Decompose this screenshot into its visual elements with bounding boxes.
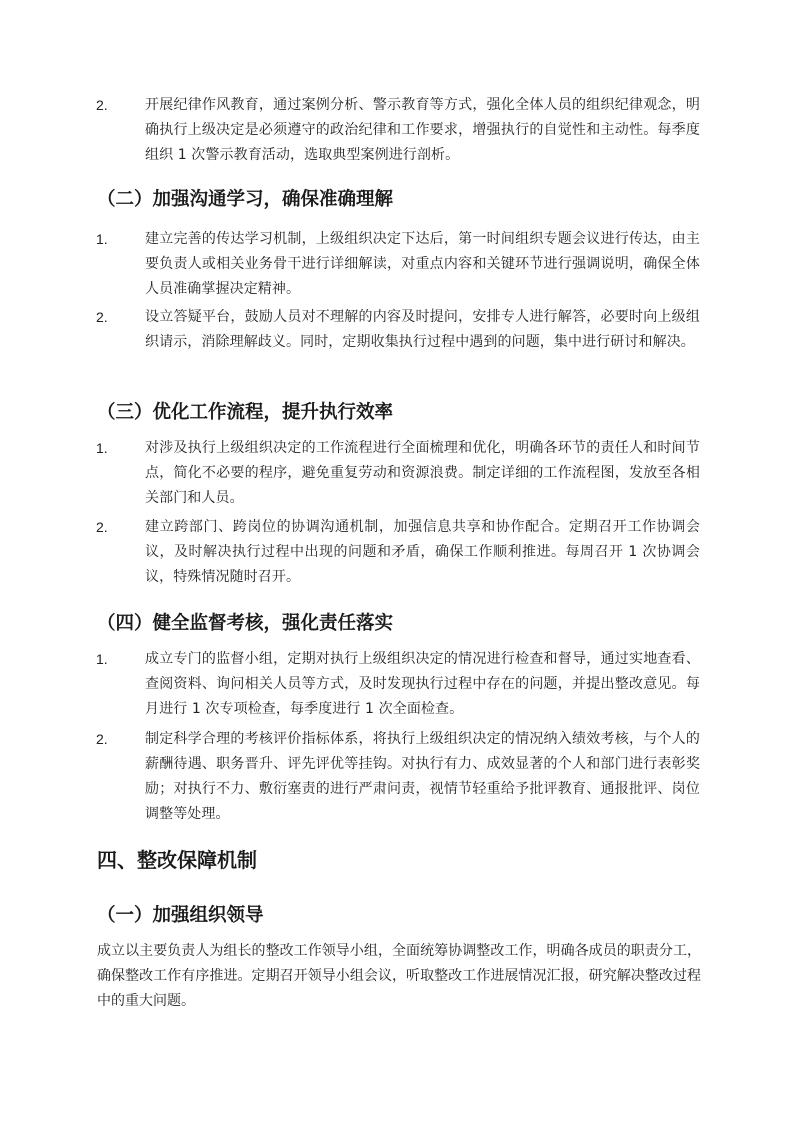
list-number: 1. (96, 231, 108, 247)
list-item (96, 93, 700, 168)
list-text: 成立专门的监督小组，定期对执行上级组织决定的情况进行检查和督导，通过实地查看、查阅资料、询问相关人员等方式，及时发现执行过程中存在的问题，并提出整改意见。每月进行 1 次专项检查，每季度进行 1 次全面检查。 (145, 651, 700, 717)
list-item (96, 647, 700, 722)
section-heading-3: （三）优化工作流程，提升执行效率 (97, 402, 394, 423)
list-item (96, 436, 700, 511)
list-item (96, 305, 700, 355)
list-item (96, 227, 700, 302)
list-text: 建立跨部门、跨岗位的协调沟通机制，加强信息共享和协作配合。定期召开工作协调会议，及时解决执行过程中出现的问题和矛盾，确保工作顺利推进。每周召开 1 次协调会议，特殊情况随时召开。 (145, 519, 700, 585)
list-item (96, 727, 700, 827)
chapter-heading: 四、整改保障机制 (97, 848, 257, 872)
list-text: 开展纪律作风教育，通过案例分析、警示教育等方式，强化全体人员的组织纪律观念，明确执行上级决定是必须遵守的政治纪律和工作要求，增强执行的自觉性和主动性。每季度组织 1 次警示教育活动，选取典型案例进行剖析。 (145, 97, 700, 163)
list-item (96, 515, 700, 590)
body-paragraph: 成立以主要负责人为组长的整改工作领导小组，全面统筹协调整改工作，明确各成员的职责分工，确保整改工作有序推进。定期召开领导小组会议，听取整改工作进展情况汇报，研究解决整改过程中的重大问题。 (97, 943, 701, 1009)
section-heading-2: （二）加强沟通学习，确保准确理解 (97, 189, 394, 210)
list-number: 1. (96, 440, 108, 456)
list-text: 设立答疑平台，鼓励人员对不理解的内容及时提问，安排专人进行解答，必要时向上级组织请示，消除理解歧义。同时，定期收集执行过程中遇到的问题，集中进行研讨和解决。 (145, 309, 700, 350)
list-text: 制定科学合理的考核评价指标体系，将执行上级组织决定的情况纳入绩效考核，与个人的薪酬待遇、职务晋升、评先评优等挂钩。对执行有力、成效显著的个人和部门进行表彰奖励；对执行不力、敷衍塞责的进行严肃问责，视情节轻重给予批评教育、通报批评、岗位调整等处理。 (145, 731, 700, 822)
list-number: 2. (96, 309, 108, 325)
list-number: 2. (96, 519, 108, 535)
list-number: 2. (96, 97, 108, 113)
list-number: 1. (96, 651, 108, 667)
list-text: 建立完善的传达学习机制，上级组织决定下达后，第一时间组织专题会议进行传达，由主要负责人或相关业务骨干进行详细解读，对重点内容和关键环节进行强调说明，确保全体人员准确掌握决定精神。 (145, 231, 700, 297)
list-number: 2. (96, 731, 108, 747)
subsection-heading: （一）加强组织领导 (97, 905, 264, 926)
section-heading-4: （四）健全监督考核，强化责任落实 (97, 613, 394, 634)
list-text: 对涉及执行上级组织决定的工作流程进行全面梳理和优化，明确各环节的责任人和时间节点，简化不必要的程序，避免重复劳动和资源浪费。制定详细的工作流程图，发放至各相关部门和人员。 (145, 440, 700, 506)
